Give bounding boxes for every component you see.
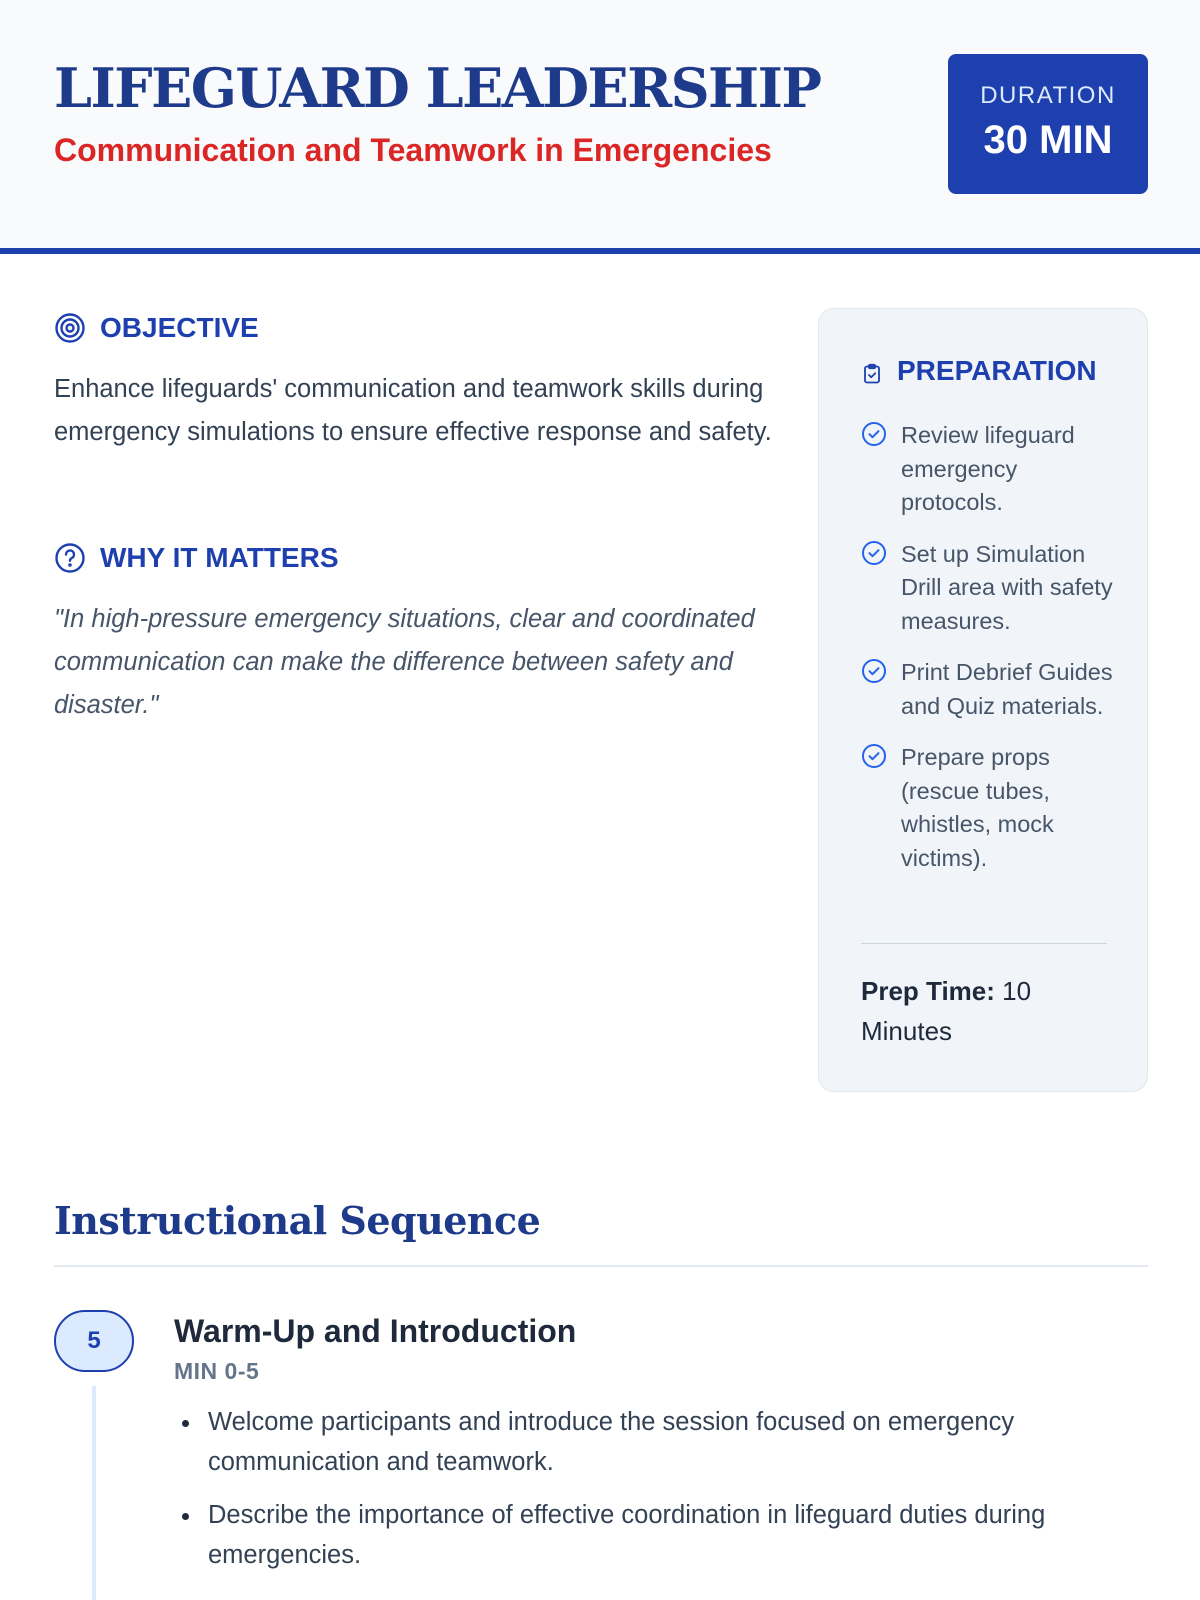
question-circle-icon [54,542,86,574]
step-number-badge: 5 [54,1310,134,1372]
preparation-item [861,419,1121,520]
why-it-matters-heading-label: WHY IT MATTERS [100,542,339,573]
preparation-item [861,656,1121,723]
objective-heading-label: OBJECTIVE [100,312,259,343]
clipboard-check-icon [861,360,883,382]
page-header [0,0,1200,254]
preparation-card [818,308,1148,1092]
objective-text: Enhance lifeguards' communication and teamwork skills during emergency simulations to ensure effective response and safety. [54,375,772,446]
preparation-item-text: Review lifeguard emergency protocols. [901,422,1075,515]
objective-heading [54,312,259,344]
prep-time-value: 10 Minutes [861,976,1032,1046]
preparation-item-text: Set up Simulation Drill area with safety measures. [901,540,1113,634]
duration-value: 30 MIN [983,118,1113,162]
duration-badge [948,54,1148,194]
preparation-divider [861,943,1107,944]
check-circle-icon [861,540,887,566]
step-bullet: Describe the importance of effective coordination in lifeguard duties during emergencies. [174,1495,1134,1575]
page-title: LIFEGUARD LEADERSHIP [54,56,821,120]
why-it-matters-heading [54,542,339,574]
check-circle-icon [861,658,887,684]
preparation-item-text: Prepare props (rescue tubes, whistles, mock victims). [901,744,1054,871]
page-subtitle: Communication and Teamwork in Emergencies [54,132,772,168]
sequence-heading: Instructional Sequence [54,1198,541,1243]
timeline-line [92,1386,96,1600]
check-circle-icon [861,743,887,769]
step-time: MIN 0-5 [174,1358,260,1384]
preparation-item-text: Print Debrief Guides and Quiz materials. [901,659,1113,719]
duration-label: DURATION [980,82,1116,109]
step-title: Warm-Up and Introduction [174,1313,577,1349]
why-it-matters-quote: "In high-pressure emergency situations, clear and coordinated communication can make the difference between safety and disaster." [54,605,755,719]
prep-time [861,971,1111,1051]
preparation-heading [861,355,1097,387]
step-bullet-list [174,1402,1134,1588]
check-circle-icon [861,421,887,447]
step-bullet: Welcome participants and introduce the session focused on emergency communication and teamwork. [174,1402,1134,1482]
prep-time-label: Prep Time: [861,976,995,1006]
preparation-list [861,419,1121,893]
sequence-divider [54,1265,1148,1267]
preparation-heading-label: PREPARATION [897,355,1097,386]
preparation-item [861,538,1121,639]
preparation-item [861,741,1121,875]
target-icon [54,312,86,344]
